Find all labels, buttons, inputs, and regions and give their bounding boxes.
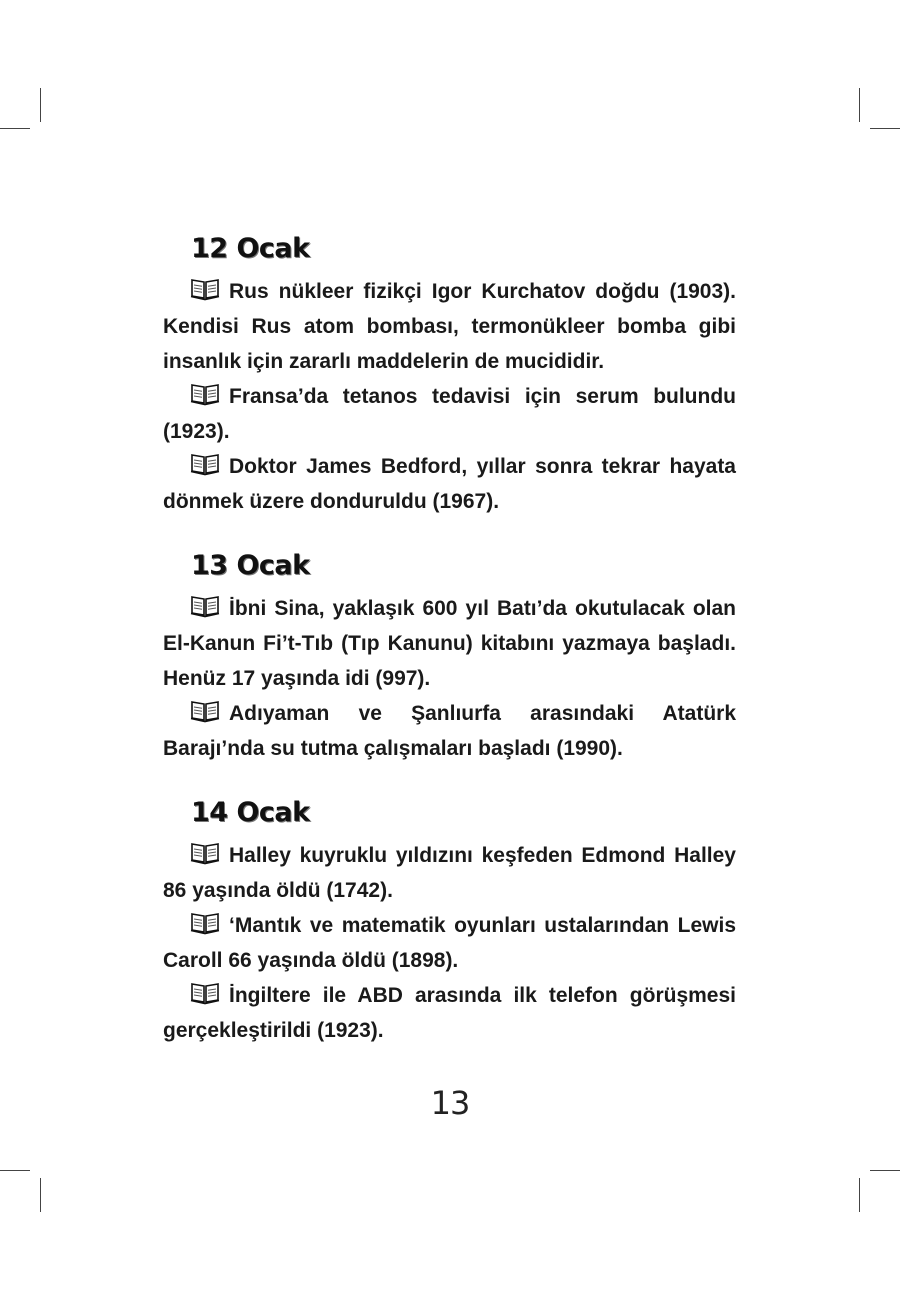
event-entry xyxy=(163,274,736,379)
event-text: Rus nükleer fizikçi Igor Kurchatov doğdu (1903). Kendisi Rus atom bombası, termonükleer bomba gibi insanlık için zararlı maddelerin de mucididir. xyxy=(163,280,736,373)
day-section-12-ocak xyxy=(163,230,736,519)
day-section-14-ocak xyxy=(163,794,736,1048)
open-book-icon xyxy=(190,594,220,618)
open-book-icon xyxy=(190,277,220,301)
day-heading: 13 Ocak xyxy=(191,550,310,581)
event-entry xyxy=(163,379,736,449)
event-entry xyxy=(163,591,736,696)
crop-mark xyxy=(859,1178,860,1212)
event-text: ‘Mantık ve matematik oyunları ustalarından Lewis Caroll 66 yaşında öldü (1898). xyxy=(163,914,736,972)
event-text: Fransa’da tetanos tedavisi için serum bulundu (1923). xyxy=(163,385,736,443)
crop-mark xyxy=(870,128,900,129)
event-text: İbni Sina, yaklaşık 600 yıl Batı’da okutulacak olan El-Kanun Fi’t-Tıb (Tıp Kanunu) kitabını yazmaya başladı. Henüz 17 yaşında idi (997). xyxy=(163,597,736,690)
open-book-icon xyxy=(190,699,220,723)
crop-mark xyxy=(870,1170,900,1171)
crop-mark xyxy=(40,1178,41,1212)
open-book-icon xyxy=(190,382,220,406)
open-book-icon xyxy=(190,452,220,476)
day-heading: 14 Ocak xyxy=(191,797,310,828)
event-text: Halley kuyruklu yıldızını keşfeden Edmond Halley 86 yaşında öldü (1742). xyxy=(163,844,736,902)
day-heading: 12 Ocak xyxy=(191,233,310,264)
crop-mark xyxy=(0,1170,30,1171)
open-book-icon xyxy=(190,981,220,1005)
event-text: İngiltere ile ABD arasında ilk telefon görüşmesi gerçekleştirildi (1923). xyxy=(163,984,736,1042)
crop-mark xyxy=(40,88,41,122)
event-text: Doktor James Bedford, yıllar sonra tekrar hayata dönmek üzere donduruldu (1967). xyxy=(163,455,736,513)
open-book-icon xyxy=(190,911,220,935)
event-text: Adıyaman ve Şanlıurfa arasındaki Atatürk Barajı’nda su tutma çalışmaları başladı (1990). xyxy=(163,702,736,760)
event-entry xyxy=(163,908,736,978)
crop-mark xyxy=(0,128,30,129)
event-entry xyxy=(163,449,736,519)
event-entry xyxy=(163,696,736,766)
event-entry xyxy=(163,838,736,908)
event-entry xyxy=(163,978,736,1048)
page-content xyxy=(163,230,736,1076)
page-number: 13 xyxy=(430,1084,470,1122)
day-section-13-ocak xyxy=(163,547,736,766)
open-book-icon xyxy=(190,841,220,865)
crop-mark xyxy=(859,88,860,122)
